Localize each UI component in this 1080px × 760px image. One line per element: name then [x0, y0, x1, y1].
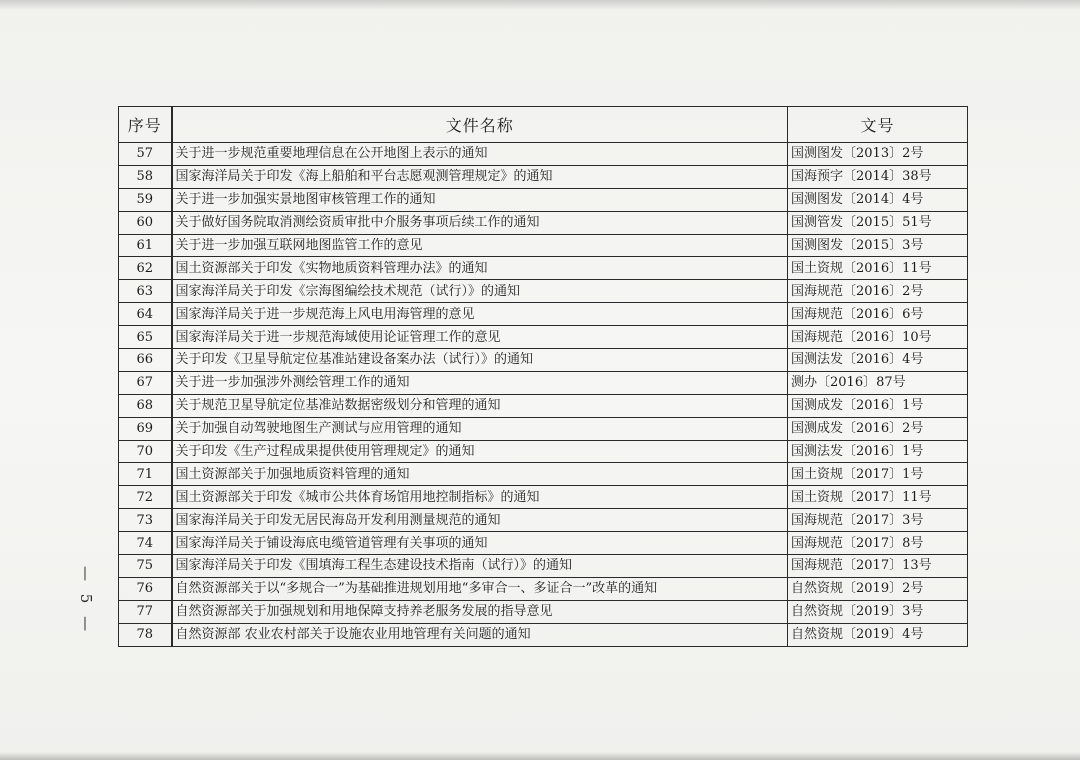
- row-number: 65: [119, 326, 172, 349]
- row-number: 76: [119, 577, 172, 600]
- regulation-table: [118, 106, 968, 647]
- row-title: 国土资源部关于印发《城市公共体育场馆用地控制指标》的通知: [172, 486, 788, 509]
- row-number: 59: [119, 188, 172, 211]
- row-doc-number: 国土资规〔2016〕11号: [788, 257, 968, 280]
- row-doc-number: 国土资规〔2017〕11号: [788, 486, 968, 509]
- table-row: [119, 349, 968, 372]
- row-doc-number: 自然资规〔2019〕4号: [788, 623, 968, 646]
- row-doc-number: 国测成发〔2016〕2号: [788, 417, 968, 440]
- row-doc-number: 自然资规〔2019〕2号: [788, 577, 968, 600]
- row-doc-number: 自然资规〔2019〕3号: [788, 600, 968, 623]
- row-number: 66: [119, 349, 172, 372]
- table-row: [119, 234, 968, 257]
- row-title: 关于进一步加强互联网地图监管工作的意见: [172, 234, 788, 257]
- row-title: 自然资源部关于以“多规合一”为基础推进规划用地“多审合一、多证合一”改革的通知: [172, 577, 788, 600]
- row-doc-number: 国海规范〔2017〕13号: [788, 555, 968, 578]
- row-doc-number: 国海规范〔2016〕6号: [788, 303, 968, 326]
- row-number: 62: [119, 257, 172, 280]
- row-number: 67: [119, 371, 172, 394]
- table-row: [119, 371, 968, 394]
- header-number: 序号: [119, 107, 172, 143]
- table-row: [119, 417, 968, 440]
- row-title: 自然资源部关于加强规划和用地保障支持养老服务发展的指导意见: [172, 600, 788, 623]
- table-row: [119, 211, 968, 234]
- row-title: 国家海洋局关于印发《围填海工程生态建设技术指南（试行）》的通知: [172, 555, 788, 578]
- row-title: 国家海洋局关于铺设海底电缆管道管理有关事项的通知: [172, 532, 788, 555]
- row-number: 78: [119, 623, 172, 646]
- row-title: 关于进一步加强实景地图审核管理工作的通知: [172, 188, 788, 211]
- table-row: [119, 509, 968, 532]
- row-number: 64: [119, 303, 172, 326]
- row-title: 自然资源部 农业农村部关于设施农业用地管理有关问题的通知: [172, 623, 788, 646]
- row-doc-number: 国海规范〔2016〕2号: [788, 280, 968, 303]
- row-title: 关于印发《卫星导航定位基准站建设备案办法（试行）》的通知: [172, 349, 788, 372]
- row-title: 国土资源部关于加强地质资料管理的通知: [172, 463, 788, 486]
- row-title: 国家海洋局关于印发《海上船舶和平台志愿观测管理规定》的通知: [172, 165, 788, 188]
- row-number: 60: [119, 211, 172, 234]
- header-doc-number: 文号: [788, 107, 968, 143]
- row-title: 国土资源部关于印发《实物地质资料管理办法》的通知: [172, 257, 788, 280]
- table-row: [119, 600, 968, 623]
- scan-bottom-edge: [0, 752, 1080, 760]
- row-doc-number: 国海规范〔2016〕10号: [788, 326, 968, 349]
- row-title: 国家海洋局关于进一步规范海上风电用海管理的意见: [172, 303, 788, 326]
- row-title: 国家海洋局关于印发无居民海岛开发利用测量规范的通知: [172, 509, 788, 532]
- table-row: [119, 555, 968, 578]
- table-header-row: [119, 107, 968, 143]
- row-doc-number: 国土资规〔2017〕1号: [788, 463, 968, 486]
- row-number: 74: [119, 532, 172, 555]
- table-row: [119, 257, 968, 280]
- row-doc-number: 国测法发〔2016〕1号: [788, 440, 968, 463]
- row-number: 57: [119, 143, 172, 166]
- row-title: 关于进一步加强涉外测绘管理工作的通知: [172, 371, 788, 394]
- table-row: [119, 280, 968, 303]
- row-doc-number: 国测法发〔2016〕4号: [788, 349, 968, 372]
- header-title: 文件名称: [172, 107, 788, 143]
- table-row: [119, 577, 968, 600]
- row-doc-number: 国海预字〔2014〕38号: [788, 165, 968, 188]
- table-body: [119, 143, 968, 647]
- row-number: 70: [119, 440, 172, 463]
- row-number: 72: [119, 486, 172, 509]
- row-number: 68: [119, 394, 172, 417]
- row-doc-number: 国测图发〔2015〕3号: [788, 234, 968, 257]
- row-doc-number: 国海规范〔2017〕8号: [788, 532, 968, 555]
- row-number: 75: [119, 555, 172, 578]
- row-number: 71: [119, 463, 172, 486]
- row-title: 关于规范卫星导航定位基准站数据密级划分和管理的通知: [172, 394, 788, 417]
- row-number: 58: [119, 165, 172, 188]
- row-number: 77: [119, 600, 172, 623]
- table-row: [119, 623, 968, 646]
- row-doc-number: 国测图发〔2013〕2号: [788, 143, 968, 166]
- table-row: [119, 486, 968, 509]
- table-row: [119, 165, 968, 188]
- row-title: 关于做好国务院取消测绘资质审批中介服务事项后续工作的通知: [172, 211, 788, 234]
- row-number: 63: [119, 280, 172, 303]
- row-title: 关于进一步规范重要地理信息在公开地图上表示的通知: [172, 143, 788, 166]
- table-row: [119, 394, 968, 417]
- row-doc-number: 国海规范〔2017〕3号: [788, 509, 968, 532]
- row-doc-number: 测办〔2016〕87号: [788, 371, 968, 394]
- table-row: [119, 532, 968, 555]
- row-title: 关于加强自动驾驶地图生产测试与应用管理的通知: [172, 417, 788, 440]
- table-row: [119, 326, 968, 349]
- table-row: [119, 188, 968, 211]
- table-row: [119, 143, 968, 166]
- table-row: [119, 440, 968, 463]
- row-doc-number: 国测图发〔2014〕4号: [788, 188, 968, 211]
- row-number: 69: [119, 417, 172, 440]
- scan-top-edge: [0, 0, 1080, 10]
- table-row: [119, 303, 968, 326]
- row-doc-number: 国测管发〔2015〕51号: [788, 211, 968, 234]
- page-number: — 5 —: [77, 566, 95, 636]
- row-title: 国家海洋局关于印发《宗海图编绘技术规范（试行）》的通知: [172, 280, 788, 303]
- table-row: [119, 463, 968, 486]
- row-doc-number: 国测成发〔2016〕1号: [788, 394, 968, 417]
- row-title: 国家海洋局关于进一步规范海域使用论证管理工作的意见: [172, 326, 788, 349]
- row-number: 61: [119, 234, 172, 257]
- row-number: 73: [119, 509, 172, 532]
- row-title: 关于印发《生产过程成果提供使用管理规定》的通知: [172, 440, 788, 463]
